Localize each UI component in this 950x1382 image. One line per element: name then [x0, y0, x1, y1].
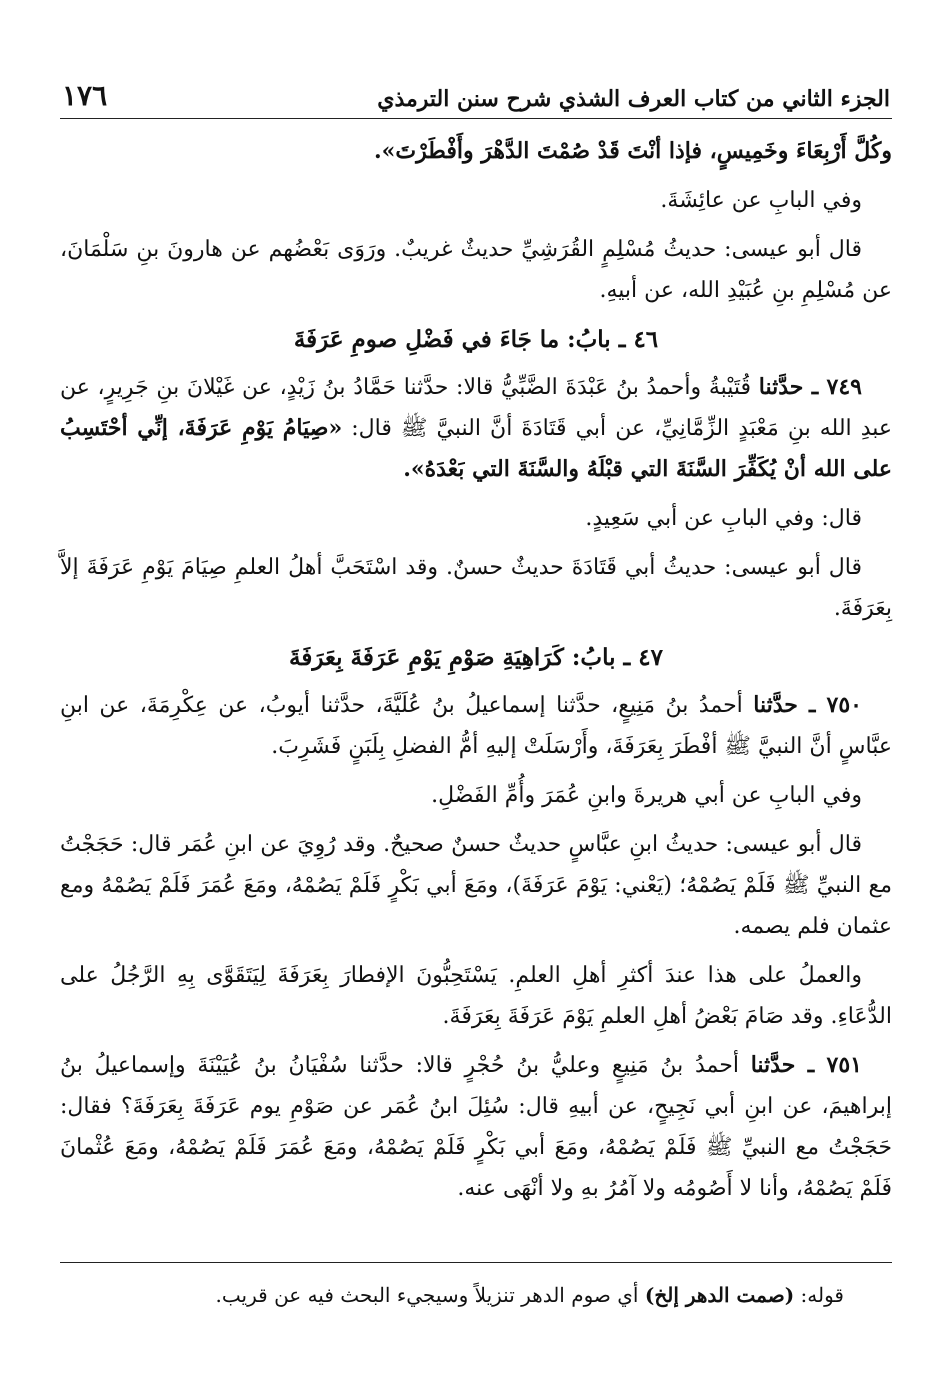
hadith-750-text: أحمدُ بنُ مَنِيعٍ، حدَّثنا إسماعيلُ بنُ عُلَيَّةَ، حدَّثنا أيوبُ، عن عِكْرِمَةَ، عن ابنِ عبَّاسٍ أنَّ النبيَّ ﷺ أفْطَرَ بِعَرَفَةَ، وأَرْسَلَتْ إليهِ أمُّ الفضلِ بِلَبَنٍ فَشَرِبَ. — [60, 693, 892, 759]
footnote-term: (صمت الدهر إلخ) — [644, 1283, 795, 1307]
footnote-lead: قوله: — [800, 1283, 844, 1307]
hadith-751-text: أحمدُ بنُ مَنِيعٍ وعليُّ بنُ حُجْرٍ قالا: حدَّثنا سُفْيَانُ بنُ عُيَيْنَةَ وإسماعيلُ بنُ إبراهيمَ، عن ابنِ أبي نَجِيحٍ، عن أبيهِ قال: سُئِلَ ابنُ عُمَر عن صَوْمِ يوم عَرَفَةَ بِعَرَفَةَ؟ فقال: حَجَجْتُ مع النبيِّ ﷺ فَلَمْ يَصُمْهُ، ومَعَ أبي بَكْرٍ فَلَمْ يَصُمْهُ، ومَعَ عُمَرَ فَلَمْ يَصُمْهُ، ومَعَ عُثْمانَ فَلَمْ يَصُمْهُ، وأنا لا أَصُومُه ولا آمُرُ بهِ ولا أنْهَى عنه. — [60, 1053, 892, 1201]
running-header — [60, 58, 892, 119]
paragraph-abu-isa-3: قال أبو عيسى: حديثُ ابنِ عبَّاسٍ حديثٌ حسنٌ صحيحٌ. وقد رُوِيَ عن ابنِ عُمَر قال: حَجَجْتُ مع النبيِّ ﷺ فَلَمْ يَصُمْهُ؛ (يَعْني: يَوْمَ عَرَفَةَ)، ومَعَ أبي بَكْرٍ فَلَمْ يَصُمْهُ، ومَعَ عُمَرَ فَلَمْ يَصُمْهُ ومع عثمان فلم يصمه. — [60, 832, 892, 939]
chapter-heading-46: ٤٦ ـ بابُ: ما جَاءَ في فَضْلِ صومِ عَرَفَةَ — [293, 326, 659, 353]
footnote-text: أي صوم الدهر تنزيلاً وسيجيء البحث فيه عن قريب. — [215, 1283, 639, 1307]
chapter-heading-47: ٤٧ ـ بابُ: كَرَاهِيَةِ صَوْمِ يَوْمِ عَرَفَةَ بِعَرَفَةَ — [289, 644, 663, 671]
footnote-divider — [60, 1262, 892, 1263]
paragraph-amal: والعملُ على هذا عندَ أكثرِ أهلِ العلمِ. يَسْتَحِبُّونَ الإفطارَ بِعَرَفَةَ لِيَتَقَوَّى بِهِ الرَّجُلُ على الدُّعَاءِ. وقد صَامَ بَعْضُ أهلِ العلمِ يَوْمَ عَرَفَةَ بِعَرَفَةَ. — [60, 963, 892, 1029]
footnote — [60, 1278, 868, 1312]
paragraph-hadith-end: وكُلَّ أَرْبِعَاءَ وخَمِيسٍ، فإذا أنْتَ قَدْ صُمْتَ الدَّهْرَ وأَفْطَرْتَ». — [374, 138, 892, 164]
paragraph-abu-isa-1: قال أبو عيسى: حديثُ مُسْلِمٍ القُرَشِيِّ حديثٌ غريبٌ. ورَوَى بَعْضُهم عن هارونَ بنِ سَلْمَانَ، عن مُسْلِمِ بنِ عُبَيْدِ الله، عن أبيهِ. — [60, 237, 892, 303]
paragraph-abu-isa-2: قال أبو عيسى: حديثُ أبي قَتَادَةَ حديثٌ حسنٌ. وقد اسْتَحَبَّ أهلُ العلمِ صِيَامَ يَوْمِ عَرَفَةَ إلاَّ بِعَرَفَةَ. — [60, 555, 892, 621]
paragraph-bab-abu-hurayra: وفي البابِ عن أبي هريرةَ وابنِ عُمَرَ وأُمِّ الفَضْلِ. — [431, 783, 862, 808]
hadith-number-750: ٧٥٠ ـ حدَّثنا — [753, 692, 862, 718]
page-number: ١٧٦ — [62, 79, 108, 112]
hadith-number-749: ٧٤٩ ـ حدَّثنا — [758, 374, 862, 400]
hadith-751 — [60, 1045, 892, 1209]
running-title: الجزء الثاني من كتاب العرف الشذي شرح سنن الترمذي — [377, 86, 890, 112]
hadith-749-matn: «صِيَامُ يَوْمِ عَرَفَةَ، إنِّي أحْتَسِبُ على الله أنْ يُكَفِّرَ السَّنَةَ التي قبْلَهُ والسَّنَةَ التي بَعْدَهُ». — [60, 415, 892, 482]
page — [60, 58, 892, 1217]
main-text — [60, 119, 892, 1209]
paragraph-bab-aisha: وفي البابِ عن عائِشَةَ. — [660, 188, 862, 213]
hadith-749-isnad: قُتَيْبةُ وأحمدُ بنُ عَبْدَةَ الضَّبِّيُّ قالا: حدَّثنا حَمَّادُ بنُ زَيْدٍ، عن غَيْلانَ بنِ جَرِيرٍ، عن عبدِ الله بنِ مَعْبَدٍ الزِّمَّانِيِّ، عن أبي قَتَادَةَ أنَّ النبيَّ ﷺ قال: — [60, 375, 893, 441]
hadith-number-751: ٧٥١ ـ حدَّثنا — [750, 1052, 862, 1078]
paragraph-bab-abu-said: قال: وفي البابِ عن أبي سَعِيدٍ. — [585, 506, 862, 531]
hadith-749 — [60, 367, 892, 490]
hadith-750 — [60, 685, 892, 767]
